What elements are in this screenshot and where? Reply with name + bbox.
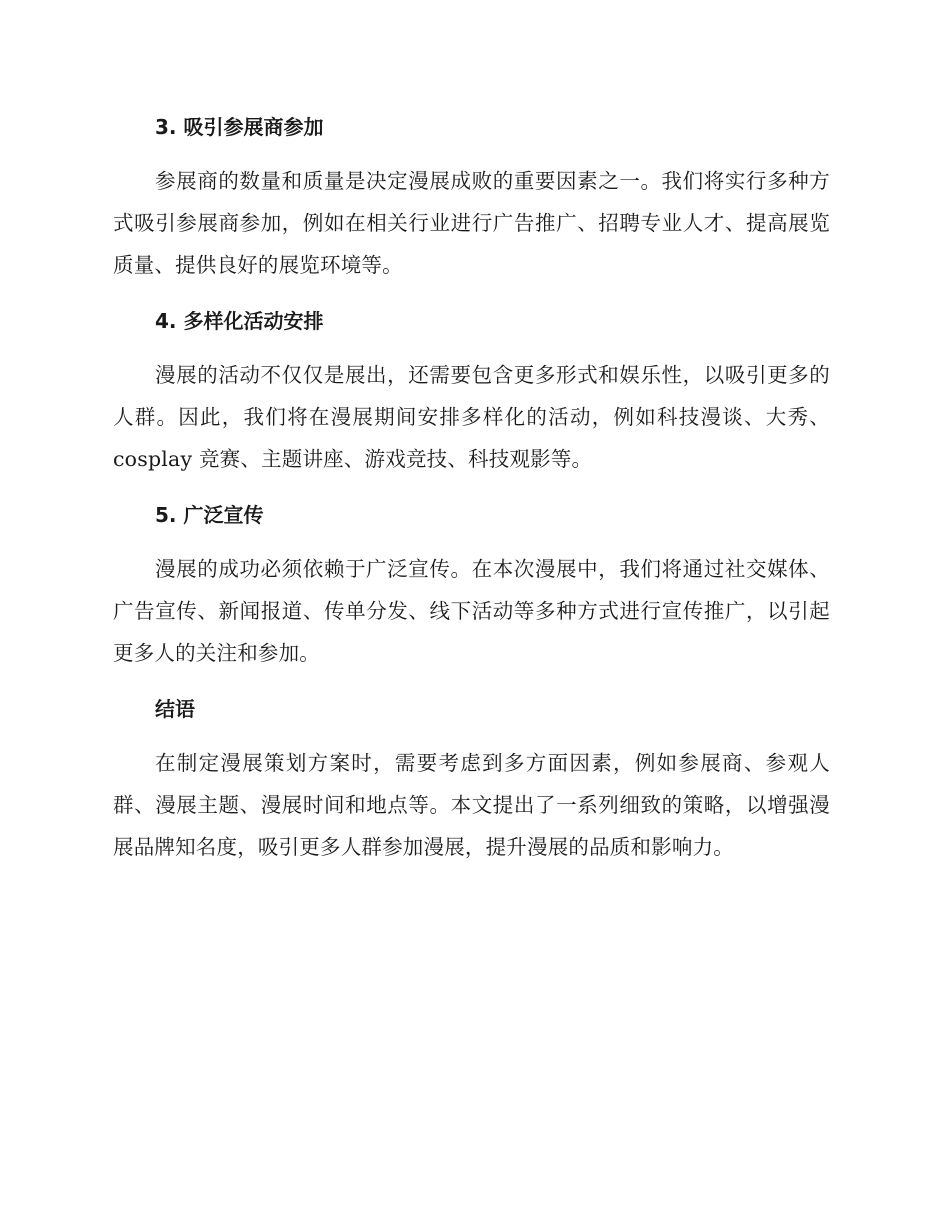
section-diverse-activities	[113, 306, 830, 480]
section-conclusion	[113, 694, 830, 868]
section-heading: 5. 广泛宣传	[155, 503, 264, 527]
section-heading: 结语	[155, 697, 195, 721]
section-heading: 4. 多样化活动安排	[155, 309, 324, 333]
section-paragraph: 在制定漫展策划方案时，需要考虑到多方面因素，例如参展商、参观人群、漫展主题、漫展时间和地点等。本文提出了一系列细致的策略，以增强漫展品牌知名度，吸引更多人群参加漫展，提升漫展的品质和影响力。	[113, 751, 830, 859]
section-attract-exhibitors	[113, 112, 830, 286]
section-heading: 3. 吸引参展商参加	[155, 115, 324, 139]
section-paragraph: 参展商的数量和质量是决定漫展成败的重要因素之一。我们将实行多种方式吸引参展商参加，例如在相关行业进行广告推广、招聘专业人才、提高展览质量、提供良好的展览环境等。	[113, 169, 830, 277]
section-wide-promotion	[113, 500, 830, 674]
section-paragraph: 漫展的活动不仅仅是展出，还需要包含更多形式和娱乐性，以吸引更多的人群。因此，我们将在漫展期间安排多样化的活动，例如科技漫谈、大秀、cosplay 竞赛、主题讲座、游戏竞技、科技观影等。	[113, 363, 830, 471]
section-paragraph: 漫展的成功必须依赖于广泛宣传。在本次漫展中，我们将通过社交媒体、广告宣传、新闻报道、传单分发、线下活动等多种方式进行宣传推广，以引起更多人的关注和参加。	[113, 557, 830, 665]
